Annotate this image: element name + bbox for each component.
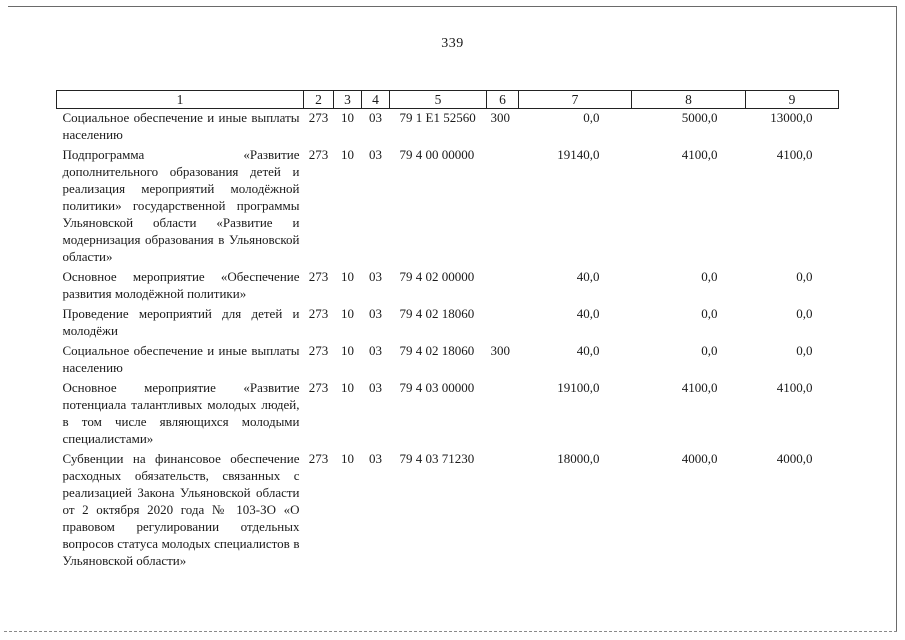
row-subsection: 03	[369, 147, 382, 162]
row-expense-type	[487, 302, 519, 339]
row-section: 10	[341, 269, 354, 284]
row-subsection: 03	[369, 110, 382, 125]
row-grbs: 273	[308, 269, 329, 284]
row-amount-col9: 0,0	[796, 343, 813, 358]
row-section: 10	[341, 380, 354, 395]
row-subsection: 03	[369, 380, 382, 395]
row-amount-col8: 4100,0	[681, 147, 718, 162]
row-name: Социальное обеспечение и иные выплаты населению	[62, 343, 300, 375]
row-amount-col7: 18000,0	[557, 451, 600, 466]
row-amount-col8: 5000,0	[681, 110, 718, 125]
row-expense-type: 300	[490, 343, 510, 358]
header-col-8: 8	[632, 91, 746, 109]
row-name: Подпрограмма «Развитие дополнительного образования детей и реализация мероприятий молодёжной политики» государственной программы Ульяновской области «Развитие и модернизация образования в Ульяновской области»	[62, 147, 300, 264]
row-amount-col9: 0,0	[796, 269, 813, 284]
table-row	[57, 302, 839, 339]
row-section: 10	[341, 343, 354, 358]
row-name: Проведение мероприятий для детей и молодёжи	[62, 306, 300, 338]
scan-border-right	[896, 6, 897, 632]
row-expense-type: 300	[490, 110, 510, 125]
row-amount-col9: 4000,0	[776, 451, 813, 466]
row-grbs: 273	[308, 306, 329, 321]
row-grbs: 273	[308, 110, 329, 125]
row-subsection: 03	[369, 451, 382, 466]
header-col-2: 2	[304, 91, 334, 109]
row-amount-col8: 0,0	[701, 306, 718, 321]
row-amount-col8: 0,0	[701, 343, 718, 358]
row-amount-col9: 4100,0	[776, 147, 813, 162]
row-section: 10	[341, 306, 354, 321]
row-expense-type	[487, 265, 519, 302]
table-row	[57, 447, 839, 569]
header-col-7: 7	[519, 91, 632, 109]
row-target-code: 79 4 03 00000	[399, 380, 475, 395]
row-expense-type	[487, 447, 519, 569]
row-name: Социальное обеспечение и иные выплаты населению	[62, 110, 300, 142]
row-expense-type	[487, 143, 519, 265]
header-col-1: 1	[57, 91, 304, 109]
row-grbs: 273	[308, 147, 329, 162]
row-target-code: 79 1 Е1 52560	[399, 110, 476, 125]
row-target-code: 79 4 00 00000	[399, 147, 475, 162]
header-col-4: 4	[362, 91, 390, 109]
row-amount-col7: 19140,0	[557, 147, 600, 162]
row-grbs: 273	[308, 380, 329, 395]
row-name: Субвенции на финансовое обеспечение расходных обязательств, связанных с реализацией Закона Ульяновской области от 2 октября 2020 года № 103-ЗО «О правовом регулировании отдельных вопросов статуса молодых специалистов в Ульяновской области»	[62, 451, 300, 568]
header-col-3: 3	[334, 91, 362, 109]
row-section: 10	[341, 110, 354, 125]
row-target-code: 79 4 02 18060	[399, 306, 475, 321]
row-amount-col7: 40,0	[576, 343, 600, 358]
row-name: Основное мероприятие «Обеспечение развития молодёжной политики»	[62, 269, 300, 301]
row-amount-col9: 0,0	[796, 306, 813, 321]
row-amount-col8: 0,0	[701, 269, 718, 284]
table-row	[57, 143, 839, 265]
table-row	[57, 265, 839, 302]
page-number: 339	[441, 36, 464, 51]
row-subsection: 03	[369, 269, 382, 284]
header-col-9: 9	[746, 91, 839, 109]
header-col-6: 6	[487, 91, 519, 109]
row-amount-col7: 0,0	[583, 110, 600, 125]
table-row	[57, 339, 839, 376]
row-amount-col8: 4100,0	[681, 380, 718, 395]
row-amount-col7: 40,0	[576, 306, 600, 321]
row-target-code: 79 4 02 18060	[399, 343, 475, 358]
row-target-code: 79 4 02 00000	[399, 269, 475, 284]
budget-table	[56, 90, 839, 569]
row-amount-col7: 40,0	[576, 269, 600, 284]
scan-border-bottom	[4, 631, 897, 632]
row-grbs: 273	[308, 451, 329, 466]
row-subsection: 03	[369, 343, 382, 358]
row-target-code: 79 4 03 71230	[399, 451, 475, 466]
row-name: Основное мероприятие «Развитие потенциала талантливых молодых людей, в том числе являющихся молодыми специалистами»	[62, 380, 300, 446]
table-row	[57, 376, 839, 447]
header-col-5: 5	[390, 91, 487, 109]
row-expense-type	[487, 376, 519, 447]
row-section: 10	[341, 147, 354, 162]
row-subsection: 03	[369, 306, 382, 321]
scan-border-top	[8, 6, 897, 7]
table-row	[57, 109, 839, 144]
row-amount-col9: 4100,0	[776, 380, 813, 395]
row-section: 10	[341, 451, 354, 466]
row-amount-col9: 13000,0	[770, 110, 813, 125]
table-header-row	[57, 91, 839, 109]
row-amount-col7: 19100,0	[557, 380, 600, 395]
row-grbs: 273	[308, 343, 329, 358]
row-amount-col8: 4000,0	[681, 451, 718, 466]
